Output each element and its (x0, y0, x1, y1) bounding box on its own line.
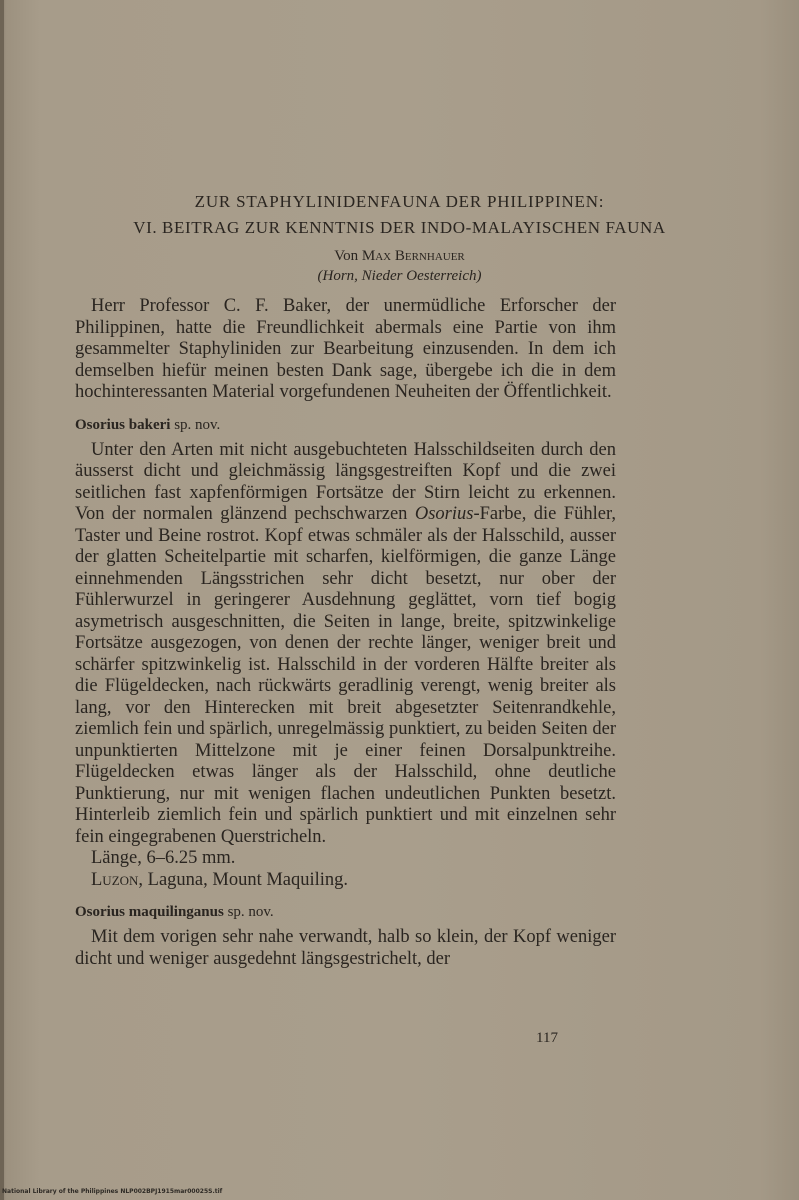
scan-footer: National Library of the Philippines NLP002BPJ1915mar00025S.tif (2, 1188, 223, 1195)
species-locality-1 (75, 870, 616, 892)
article-title-line2: VI. BEITRAG ZUR KENNTNIS DER INDO-MALAYISCHEN FAUNA (133, 218, 666, 237)
author-prefix: Von (334, 248, 359, 264)
author-name: Max Bernhauer (361, 248, 465, 264)
desc-start: Unter den Arten mit nicht ausgebuchteten Halsschildseiten durch den äusserst dicht und gleichmässig längsgestreiften Kopf und die zwei seitlichen fast xapfenförmigen Fortsätze der Stirn leicht zu erkennen. Von der normalen glänzend pechschwarzen (75, 439, 616, 524)
species-heading-2 (75, 903, 616, 921)
species-heading-1 (75, 416, 616, 434)
species-suffix: sp. nov. (227, 904, 274, 920)
species-length-1: Länge, 6–6.25 mm. (91, 848, 236, 868)
species-description-1 (75, 440, 616, 849)
locality-region: Luzon (91, 869, 139, 890)
desc-genus: Osorius (414, 504, 474, 524)
author-affiliation: (Horn, Nieder Oesterreich) (317, 268, 482, 284)
page-number: 117 (536, 1030, 558, 1046)
article-body (75, 296, 616, 970)
author-line (0, 248, 799, 265)
desc-rest: -Farbe, die Fühler, Taster und Beine rostrot. Kopf etwas schmäler als der Halsschild, ausser der glatten Scheitelpartie mit scharfen, kielförmigen, die ganze Länge einnehmenden Längsstrichen sehr dicht besetzt, nur ober der Fühlerwurzel in geringerer Ausdehnung geglättet, vorn tief bogig asymetrisch ausgeschnitten, die Seiten in lange, breite, spitzwinkelige Fortsätze ausgezogen, von denen der rechte länger, weniger breit und schärfer spitzwinkelig ist. Halsschild in der vorderen Hälfte breiter als die Flügeldecken, nach rückwärts geradlinig verengt, wenig breiter als lang, vor den Hinterecken mit breit abgesetzter Seitenrandkehle, ziemlich fein und spärlich, unregelmässig punktiert, zu beiden Seiten der unpunktierten Mittelzone mit je einer feinen Dorsalpunktreihe. Flügeldecken etwas länger als der Halsschild, ohne deutliche Punktierung, nur mit wenigen flachen undeutlichen Punkten besetzt. Hinterleib ziemlich fein und spärlich punktiert und mit einzelnen sehr fein eingegrabenen Querstricheln. (75, 504, 616, 847)
page-edge-shadow (0, 0, 4, 1200)
species-suffix: sp. nov. (174, 416, 221, 433)
species-name: Osorius maquilinganus (75, 904, 224, 920)
species-description-2: Mit dem vorigen sehr nahe verwandt, halb so klein, der Kopf weniger dicht und weniger ausgedehnt längsgestrichelt, der (75, 927, 616, 969)
species-name: Osorius bakeri (75, 416, 171, 433)
article-title-line1: ZUR STAPHYLINIDENFAUNA DER PHILIPPINEN: (194, 192, 605, 211)
locality-rest: , Laguna, Mount Maquiling. (138, 869, 349, 890)
intro-paragraph: Herr Professor C. F. Baker, der unermüdliche Erforscher der Philippinen, hatte die Freundlichkeit abermals eine Partie von ihm gesammelter Staphyliniden zur Bearbeitung einzusenden. In dem ich demselben hiefür meinen besten Dank sage, übergebe ich die in dem hochinteressanten Material vorgefundenen Neuheiten der Öffentlichkeit. (75, 296, 616, 402)
